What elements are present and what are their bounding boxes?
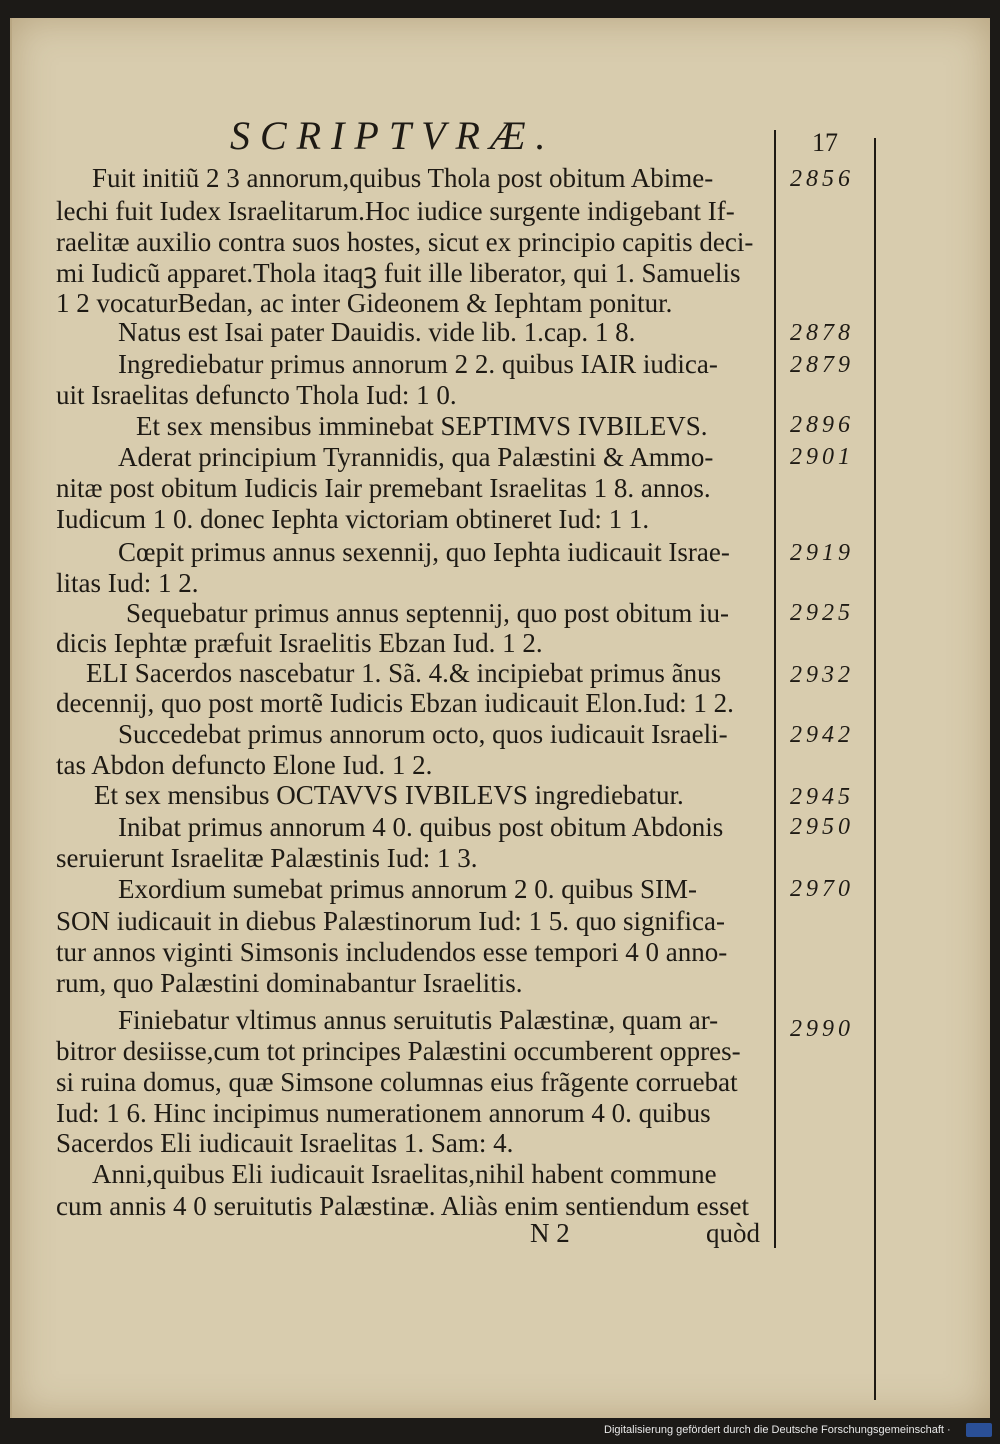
text-line: 1 2 vocaturBedan, ac inter Gideonem & Iephtam ponitur. — [56, 288, 673, 318]
marginal-year: 2990 — [790, 1016, 854, 1042]
text-line: seruierunt Israelitæ Palæstinis Iud: 1 3. — [56, 843, 478, 873]
text-line: lechi fuit Iudex Israelitarum.Hoc iudice surgente indigebant If- — [56, 196, 735, 226]
marginal-year: 2950 — [790, 814, 854, 840]
dfg-logo — [966, 1423, 992, 1437]
text-line: Inibat primus annorum 4 0. quibus post obitum Abdonis — [118, 812, 724, 842]
text-line: Iud: 1 6. Hinc incipimus numerationem annorum 4 0. quibus — [56, 1098, 711, 1128]
marginal-year: 2945 — [790, 784, 854, 810]
marginal-year: 2878 — [790, 320, 854, 346]
text-line: ELI Sacerdos nascebatur 1. Sã. 4.& incipiebat primus ãnus — [86, 658, 722, 688]
text-line: decennij, quo post mortẽ Iudicis Ebzan iudicauit Elon.Iud: 1 2. — [56, 688, 734, 718]
text-line: Succedebat primus annorum octo, quos iudicauit Israeli- — [118, 719, 728, 749]
catchword: quòd — [706, 1218, 760, 1248]
marginal-year: 2919 — [790, 540, 854, 566]
marginal-year: 2925 — [790, 600, 854, 626]
text-line: Cœpit primus annus sexennij, quo Iephta iudicauit Israe- — [118, 537, 730, 567]
text-line: Et sex mensibus imminebat SEPTIMVS IVBILEVS. — [136, 411, 708, 441]
text-line: bitror desiisse,cum tot principes Palæstini occumberent oppres- — [56, 1036, 741, 1066]
text-line: Anni,quibus Eli iudicauit Israelitas,nihil habent commune — [92, 1159, 717, 1189]
text-line: Iudicum 1 0. donec Iephta victoriam obtineret Iud: 1 1. — [56, 504, 650, 534]
marginal-year: 2901 — [790, 444, 854, 470]
text-line: tas Abdon defuncto Elone Iud. 1 2. — [56, 750, 433, 780]
text-line: Aderat principium Tyrannidis, qua Palæstini & Ammo- — [118, 442, 714, 472]
text-line: Finiebatur vltimus annus seruitutis Palæstinæ, quam ar- — [118, 1005, 719, 1035]
text-line: Sacerdos Eli iudicauit Israelitas 1. Sam: 4. — [56, 1128, 514, 1158]
marginal-year: 2932 — [790, 662, 854, 688]
margin-rule — [774, 130, 776, 1248]
marginal-year: 2942 — [790, 722, 854, 748]
text-line: Natus est Isai pater Dauidis. vide lib. 1.cap. 1 8. — [118, 317, 636, 347]
marginal-year: 2879 — [790, 352, 854, 378]
digitization-credit: Digitalisierung gefördert durch die Deutsche Forschungsgemeinschaft · — [604, 1424, 951, 1436]
text-line: raelitæ auxilio contra suos hostes, sicut ex principio capitis deci- — [56, 227, 754, 257]
text-line: nitæ post obitum Iudicis Iair premebant Israelitas 1 8. annos. — [56, 473, 711, 503]
text-line: litas Iud: 1 2. — [56, 568, 199, 598]
text-line: SON iudicauit in diebus Palæstinorum Iud: 1 5. quo significa- — [56, 906, 725, 936]
outer-rule — [874, 138, 876, 1400]
marginal-year: 2970 — [790, 876, 854, 902]
text-line: Fuit initiũ 2 3 annorum,quibus Thola post obitum Abime- — [92, 163, 714, 193]
marginal-year: 2856 — [790, 166, 854, 192]
signature-mark: N 2 — [530, 1218, 570, 1248]
running-title: SCRIPTVRÆ. — [230, 113, 556, 158]
text-line: mi Iudicũ apparet.Thola itaqꝫ fuit ille liberator, qui 1. Samuelis — [56, 258, 741, 288]
text-line: cum annis 4 0 seruitutis Palæstinæ. Aliàs enim sentiendum esset — [56, 1191, 749, 1221]
text-line: Sequebatur primus annus septennij, quo post obitum iu- — [126, 598, 729, 628]
page-number: 17 — [812, 128, 838, 157]
text-line: Ingrediebatur primus annorum 2 2. quibus IAIR iudica- — [118, 349, 718, 379]
text-line: tur annos viginti Simsonis includendos esse tempori 4 0 anno- — [56, 937, 728, 967]
text-line: si ruina domus, quæ Simsone columnas eius frãgente corruebat — [56, 1067, 738, 1097]
text-line: uit Israelitas defuncto Thola Iud: 1 0. — [56, 380, 457, 410]
text-line: Exordium sumebat primus annorum 2 0. quibus SIM- — [118, 874, 697, 904]
text-line: dicis Iephtæ præfuit Israelitis Ebzan Iud. 1 2. — [56, 628, 543, 658]
text-line: Et sex mensibus OCTAVVS IVBILEVS ingrediebatur. — [94, 780, 684, 810]
marginal-year: 2896 — [790, 412, 854, 438]
text-line: rum, quo Palæstini dominabantur Israelitis. — [56, 968, 523, 998]
